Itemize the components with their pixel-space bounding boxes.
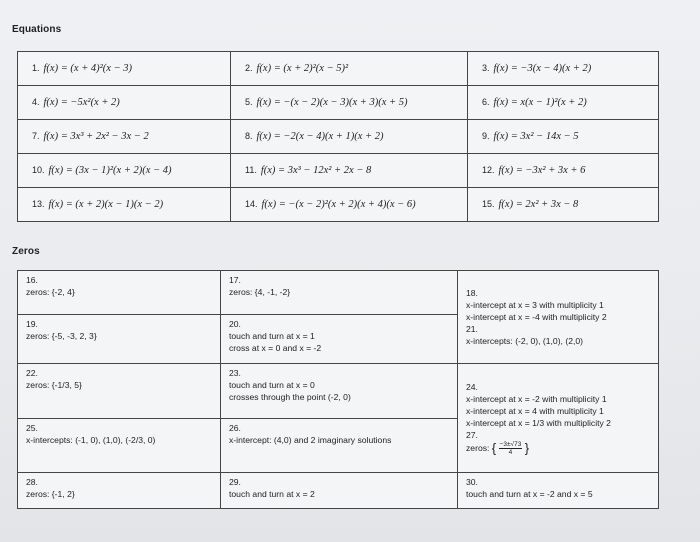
equation-number: 8. (245, 131, 253, 141)
answer-17-cell (221, 271, 458, 315)
equation-row (18, 154, 659, 188)
answer-text: zeros: {-1, 2} (26, 489, 75, 499)
equation-number: 4. (32, 97, 40, 107)
answer-text: touch and turn at x = 1 (229, 331, 315, 341)
answer-text: x-intercepts: (-2, 0), (1,0), (2,0) (466, 336, 584, 346)
answer-text: cross at x = 0 and x = -2 (229, 343, 322, 353)
equation-cell (231, 120, 468, 154)
answer-text: crosses through the point (-2, 0) (229, 392, 351, 402)
answer-text: touch and turn at x = -2 and x = 5 (466, 489, 593, 499)
equation-cell (18, 154, 231, 188)
equation-number: 3. (482, 63, 490, 73)
problem-number: 27. (466, 429, 478, 440)
equation-expression: f(x) = x(x − 1)²(x + 2) (493, 97, 587, 108)
equation-number: 2. (245, 63, 253, 73)
equation-cell (18, 52, 231, 86)
problem-number: 28. (26, 477, 38, 487)
answer-24-27-cell (458, 364, 659, 473)
answer-text: x-intercepts: (-1, 0), (1,0), (-2/3, 0) (26, 435, 156, 445)
answer-23-cell (221, 364, 458, 419)
zeros-table (17, 270, 659, 509)
answer-text: touch and turn at x = 2 (229, 489, 315, 499)
answer-28-cell (18, 473, 221, 509)
equations-table (17, 51, 659, 222)
equation-cell (231, 86, 468, 120)
equation-row (18, 52, 659, 86)
equation-cell (18, 120, 231, 154)
answer-text: zeros: {4, -1, -2} (229, 287, 291, 297)
answer-18-21-cell (458, 271, 659, 364)
equation-expression: f(x) = 2x² + 3x − 8 (498, 199, 579, 210)
equation-number: 14. (245, 199, 258, 209)
answer-text: x-intercept at x = 3 with multiplicity 1 (466, 300, 604, 310)
equation-cell (231, 154, 468, 188)
equation-number: 6. (482, 97, 490, 107)
answer-text: touch and turn at x = 0 (229, 380, 315, 390)
equation-number: 12. (482, 165, 495, 175)
answer-20-cell (221, 315, 458, 364)
close-brace: } (524, 440, 530, 455)
answer-30-cell (458, 473, 659, 509)
answer-text: zeros: {-5, -3, 2, 3} (26, 331, 97, 341)
equation-expression: f(x) = −(x − 2)²(x + 2)(x + 4)(x − 6) (261, 199, 416, 210)
equation-number: 9. (482, 131, 490, 141)
problem-number: 29. (229, 477, 241, 487)
problem-number: 18. (466, 288, 478, 298)
equation-number: 7. (32, 131, 40, 141)
problem-number: 16. (26, 275, 38, 285)
equation-cell (468, 52, 659, 86)
answer-29-cell (221, 473, 458, 509)
equation-expression: f(x) = (x + 2)(x − 1)(x − 2) (48, 199, 164, 210)
equation-cell (18, 86, 231, 120)
problem-number: 26. (229, 423, 241, 433)
answer-26-cell (221, 419, 458, 473)
answer-16-cell (18, 271, 221, 315)
problem-number: 23. (229, 368, 241, 378)
problem-number: 30. (466, 477, 478, 487)
answer-text: zeros: {-1/3, 5} (26, 380, 82, 390)
equation-cell (468, 120, 659, 154)
problem-number: 19. (26, 319, 38, 329)
equation-expression: f(x) = (x + 4)²(x − 3) (43, 63, 133, 74)
equation-cell (231, 52, 468, 86)
equation-number: 11. (245, 165, 257, 175)
equation-number: 1. (32, 63, 40, 73)
equation-row (18, 188, 659, 222)
answer-text: x-intercept at x = -2 with multiplicity 1 (466, 393, 607, 404)
equation-cell (231, 188, 468, 222)
open-brace: { (491, 440, 497, 455)
equation-row (18, 120, 659, 154)
equation-cell (468, 154, 659, 188)
equation-expression: f(x) = (x + 2)²(x − 5)² (256, 63, 349, 74)
problem-number: 20. (229, 319, 241, 329)
answer-text: x-intercept: (4,0) and 2 imaginary solutions (229, 435, 392, 445)
equation-expression: f(x) = (3x − 1)²(x + 2)(x − 4) (48, 165, 172, 176)
equation-expression: f(x) = −3(x − 4)(x + 2) (493, 63, 592, 74)
equation-number: 5. (245, 97, 253, 107)
equations-heading: Equations (12, 24, 62, 35)
answer-25-cell (18, 419, 221, 473)
equation-number: 13. (32, 199, 45, 209)
equation-expression: f(x) = 3x³ + 2x² − 3x − 2 (43, 131, 149, 142)
answer-27-expression (466, 441, 650, 456)
equation-number: 10. (32, 165, 45, 175)
problem-number: 25. (26, 423, 38, 433)
zeros-heading: Zeros (12, 246, 40, 257)
problem-number: 22. (26, 368, 38, 378)
fraction-numerator: −3±√73 (499, 440, 522, 448)
answer-22-cell (18, 364, 221, 419)
answer-text: zeros: {-2, 4} (26, 287, 75, 297)
equation-expression: f(x) = −3x² + 3x + 6 (498, 165, 586, 176)
equation-expression: f(x) = −(x − 2)(x − 3)(x + 3)(x + 5) (256, 97, 408, 108)
answer-text: x-intercept at x = -4 with multiplicity 2 (466, 312, 607, 322)
zeros-row (18, 473, 659, 509)
equation-expression: f(x) = −5x²(x + 2) (43, 97, 120, 108)
problem-number: 24. (466, 381, 478, 392)
equation-number: 15. (482, 199, 495, 209)
equation-row (18, 86, 659, 120)
fraction (499, 441, 523, 456)
equation-expression: f(x) = −2(x − 4)(x + 1)(x + 2) (256, 131, 384, 142)
equation-expression: f(x) = 3x² − 14x − 5 (493, 131, 579, 142)
equation-cell (468, 188, 659, 222)
fraction-denominator: 4 (508, 448, 513, 456)
zeros-label: zeros: (466, 442, 490, 453)
answer-text: x-intercept at x = 1/3 with multiplicity 2 (466, 417, 611, 428)
equation-cell (18, 188, 231, 222)
problem-number: 21. (466, 324, 478, 334)
answer-text: x-intercept at x = 4 with multiplicity 1 (466, 405, 604, 416)
problem-number: 17. (229, 275, 241, 285)
zeros-row (18, 364, 659, 419)
answer-19-cell (18, 315, 221, 364)
zeros-row (18, 271, 659, 315)
equation-cell (468, 86, 659, 120)
equation-expression: f(x) = 3x³ − 12x² + 2x − 8 (260, 165, 372, 176)
